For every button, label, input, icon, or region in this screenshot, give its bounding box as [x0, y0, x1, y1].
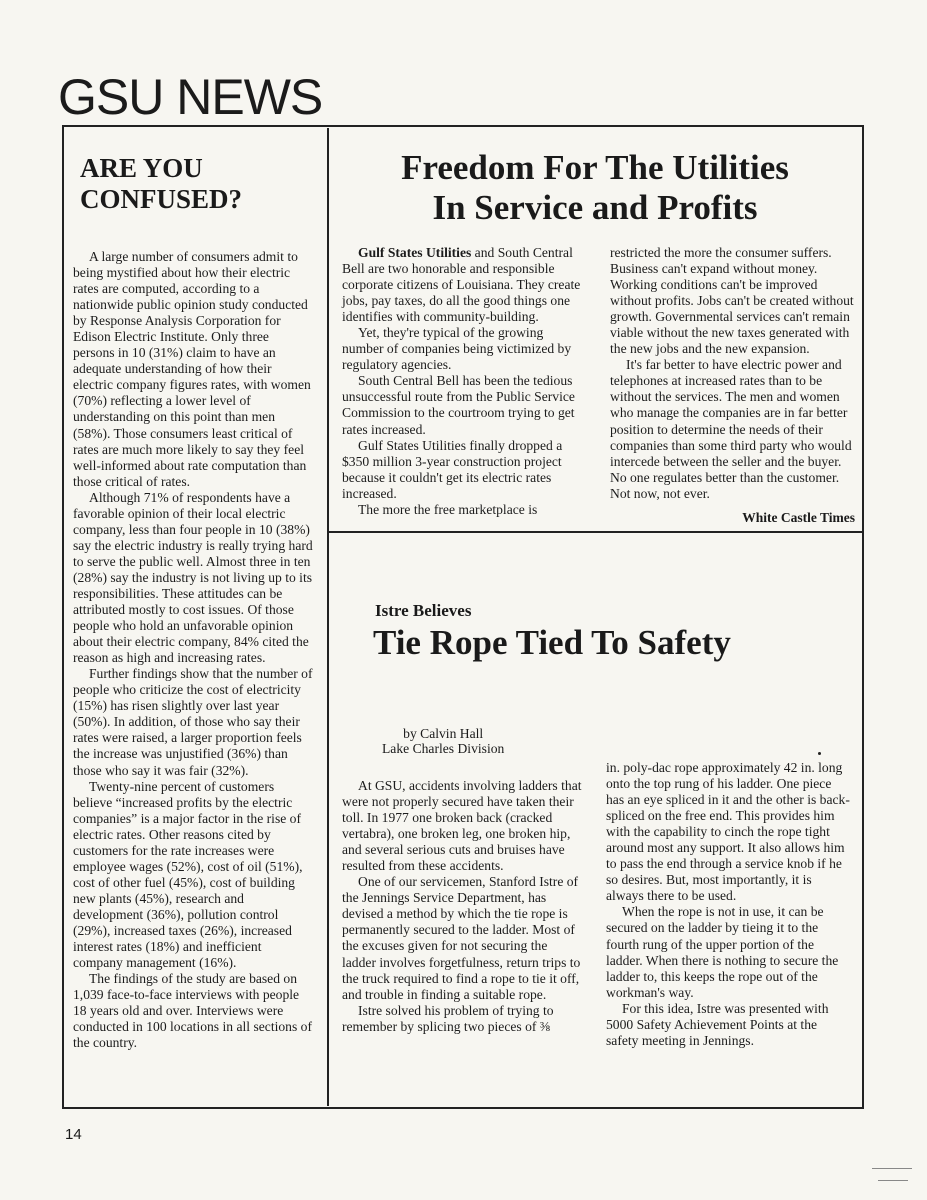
article1-paragraph: South Central Bell has been the tedious unsuccessful route from the Public Service Commission to the courtroom trying to get rates increased. [342, 373, 575, 437]
section-masthead: GSU NEWS [58, 69, 323, 125]
article2-kicker: Istre Believes [375, 601, 472, 620]
article1-paragraph: Gulf States Utilities finally dropped a $350 million 3-year construction project because it couldn't get its electric rates increased. [342, 437, 563, 501]
article2-byline-name: by Calvin Hall [403, 726, 484, 741]
article1-headline-line2: In Service and Profits [432, 188, 758, 227]
article1-column-2 [610, 245, 854, 502]
article2-paragraph: When the rope is not in use, it can be secured on the ladder by tieing it to the fourth rung of the upper portion of the ladder. When there is nothing to secure the ladder to, this keeps the rope out of the workman's way. [606, 904, 839, 1000]
print-speck [818, 752, 821, 755]
article2-paragraph: Istre solved his problem of trying to remember by splicing two pieces of ⅜ [342, 1002, 554, 1034]
article1-paragraph: restricted the more the consumer suffers. Business can't expand without money. Working conditions can't be improved without profits. Jobs can't be created without growth. Governmental services can't remain viable without the new taxes generated with the new jobs and the new expansion. [610, 245, 854, 357]
article2-headline: Tie Rope Tied To Safety [373, 623, 731, 662]
sidebar-paragraph: Although 71% of respondents have a favorable opinion of their local electric company, less than four people in 10 (38%) say the electric industry is really trying hard to serve the public well. Almost three in ten (28%) say the industry is not living up to its responsibilities. These attitudes can be attributed mostly to cost issues. Of those people who hold an unfavorable opinion about their electric company, 84% cited the reason as high and increasing rates. [73, 489, 313, 666]
sidebar-paragraph: Twenty-nine percent of customers believe “increased profits by the electric companies” is a major factor in the rise of electric rates. Other reasons cited by customers for the rate increases were employee wages (52%), cost of oil (51%), cost of other fuel (45%), cost of building new plants (45%), research and development (36%), pollution control (29%), increased taxes (26%), increased interest rates (18%) and inefficient company management (16%). [73, 778, 303, 971]
article1-paragraph: Yet, they're typical of the growing number of companies being victimized by regulatory agencies. [342, 325, 572, 373]
scan-edge-mark [872, 1168, 912, 1169]
article1-headline-line1: Freedom For The Utilities [401, 148, 789, 187]
sidebar-headline-line2: CONFUSED? [80, 184, 243, 214]
article1-paragraph: The more the free marketplace is [358, 501, 538, 517]
page-number: 14 [65, 1126, 82, 1143]
sidebar-headline-line1: ARE YOU [80, 153, 203, 183]
article2-paragraph: At GSU, accidents involving ladders that were not properly secured have taken their toll. In 1977 one broken back (cracked vertabra), one broken leg, one broken hip, and several serious cuts and bruises have resulted from these accidents. [342, 778, 582, 874]
article2-paragraph: For this idea, Istre was presented with 5000 Safety Achievement Points at the safety meeting in Jennings. [606, 1000, 829, 1048]
article-divider [329, 531, 862, 533]
sidebar-body [73, 249, 313, 1051]
sidebar-paragraph: Further findings show that the number of people who criticize the cost of electricity (15%) has risen slightly over last year (50%). In addition, of those who say their rates were raised, a larger proportion feels the increase was unjustified (36%) than those who say it was fair (32%). [73, 666, 313, 778]
article2-paragraph: in. poly-dac rope approximately 42 in. long onto the top rung of his ladder. One piece has an eye spliced in it and the other is back-spliced on the free end. This provides him with the capability to cinch the rope tight around most any support. It also allows him to pass the end through a service knob if he so desires. But, most importantly, it is always there to be used. [606, 760, 850, 904]
article2-column-2 [606, 760, 852, 1049]
column-divider [327, 128, 329, 1106]
article2-column-1 [342, 778, 584, 1035]
article2-byline-division: Lake Charles Division [382, 741, 505, 756]
article1-column-1 [342, 245, 584, 518]
article1-lead-paragraph [342, 245, 584, 325]
article1-source-credit: White Castle Times [742, 510, 855, 525]
article1-paragraph: It's far better to have electric power and telephones at increased rates than to be without the services. The men and women who manage the companies are in far better position to determine the needs of their companies than some third party who would intercede between the seller and the buyer. No one regulates better than the customer. Not now, not ever. [610, 357, 852, 501]
sidebar-paragraph: The findings of the study are based on 1,039 face-to-face interviews with people 18 years old and over. Interviews were conducted in 100 locations in all sections of the country. [73, 971, 312, 1051]
sidebar-paragraph: A large number of consumers admit to being mystified about how their electric rates are computed, according to a nationwide public opinion study conducted by Response Analysis Corporation for Edison Electric Institute. Only three persons in 10 (31%) claim to have an adequate understanding of how their electric company figures rates, with women (70%) reflecting a lower level of understanding on this point than men (58%). Those consumers least critical of rates are much more likely to say they feel well-informed about rate computation than those critical of rates. [73, 249, 311, 489]
article1-lead-rest: and South Central Bell are two honorable and responsible corporate citizens of Louisiana. They create jobs, pay taxes, do all the good things one identifies with community-building. [342, 245, 581, 325]
scan-edge-mark [878, 1180, 908, 1181]
article2-paragraph: One of our servicemen, Stanford Istre of the Jennings Service Department, has devised a method by which the tie rope is permanently secured to the ladder. Most of the excuses given for not securing the ladder involves forgetfulness, return trips to the truck required to find a rope to tie it off, and trouble in finding a suitable rope. [342, 874, 581, 1002]
sidebar-headline [80, 153, 242, 215]
article2-byline [382, 726, 504, 756]
article1-headline [330, 148, 860, 228]
article1-lead-bold: Gulf States Utilities [358, 245, 472, 260]
